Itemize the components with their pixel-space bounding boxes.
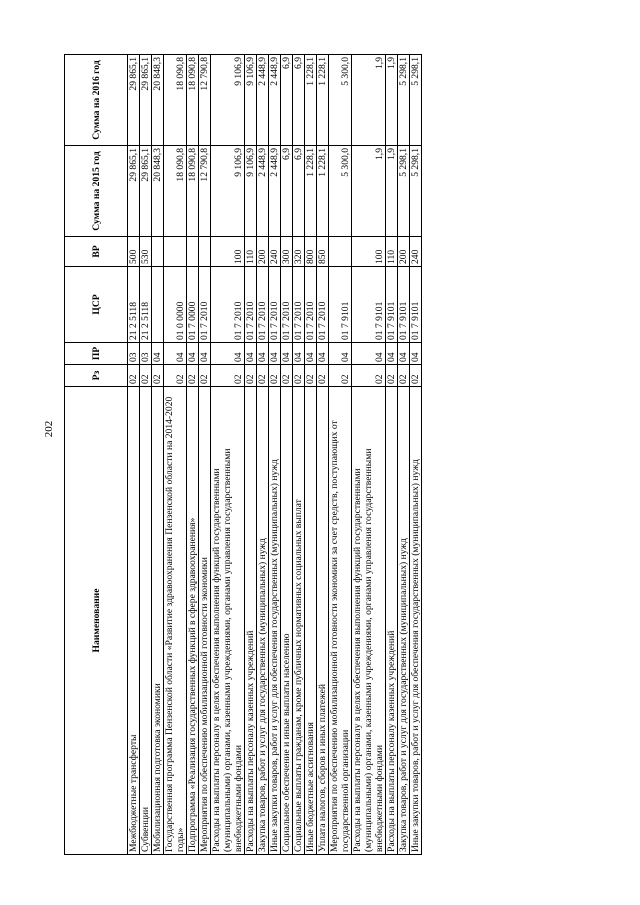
cell-rz: 02: [329, 365, 352, 387]
cell-rz: 02: [187, 365, 199, 387]
cell-vr: 500: [128, 237, 140, 267]
cell-pr: 04: [352, 343, 386, 365]
cell-vr: 200: [398, 237, 410, 267]
cell-vr: 240: [269, 237, 281, 267]
cell-pr: 04: [293, 343, 305, 365]
cell-rz: 02: [140, 365, 152, 387]
cell-vr: 110: [245, 237, 257, 267]
cell-csr: 01 7 2010: [245, 267, 257, 343]
cell-csr: 01 7 2010: [317, 267, 329, 343]
cell-sum-2016: 29 865,1: [140, 55, 152, 146]
cell-rz: 02: [293, 365, 305, 387]
header-sum-2016: Сумма на 2016 год: [65, 55, 128, 146]
cell-rz: 02: [305, 365, 317, 387]
header-name: Наименование: [65, 387, 128, 855]
cell-pr: 04: [245, 343, 257, 365]
cell-pr: 04: [187, 343, 199, 365]
cell-csr: [152, 267, 164, 343]
cell-sum-2016: 29 865,1: [128, 55, 140, 146]
cell-vr: 240: [410, 237, 422, 267]
cell-pr: 04: [152, 343, 164, 365]
cell-pr: 04: [305, 343, 317, 365]
cell-vr: 530: [140, 237, 152, 267]
table-row: [352, 55, 386, 855]
cell-pr: 04: [386, 343, 398, 365]
cell-sum-2016: 12 790,8: [199, 55, 211, 146]
cell-sum-2015: 6,9: [281, 146, 293, 237]
table-row: [281, 55, 293, 855]
header-vr: ВР: [65, 237, 128, 267]
cell-sum-2015: 9 106,9: [211, 146, 245, 237]
cell-vr: [152, 237, 164, 267]
cell-sum-2016: 20 848,3: [152, 55, 164, 146]
cell-sum-2015: 1 228,1: [317, 146, 329, 237]
cell-sum-2016: 9 106,9: [211, 55, 245, 146]
cell-pr: 03: [128, 343, 140, 365]
cell-name: Закупка товаров, работ и услуг для государственных (муниципальных) нужд: [398, 387, 410, 855]
cell-name: Межбюджетные трансферты: [128, 387, 140, 855]
cell-pr: 04: [398, 343, 410, 365]
cell-name: Мобилизационная подготовка экономики: [152, 387, 164, 855]
cell-sum-2015: 9 106,9: [245, 146, 257, 237]
cell-sum-2015: 18 090,8: [187, 146, 199, 237]
cell-name: Иные закупки товаров, работ и услуг для обеспечения государственных (муниципальных) нужд: [269, 387, 281, 855]
cell-rz: 02: [245, 365, 257, 387]
cell-name: Социальные выплаты гражданам, кроме публичных нормативных социальных выплат: [293, 387, 305, 855]
cell-rz: 02: [386, 365, 398, 387]
cell-rz: 02: [317, 365, 329, 387]
cell-csr: 01 0 0000: [164, 267, 187, 343]
cell-csr: 01 7 9101: [386, 267, 398, 343]
table-row: [386, 55, 398, 855]
cell-pr: 03: [140, 343, 152, 365]
cell-sum-2015: 29 865,1: [128, 146, 140, 237]
cell-sum-2016: 5 300,0: [329, 55, 352, 146]
cell-csr: 01 7 2010: [269, 267, 281, 343]
cell-sum-2016: 1,9: [352, 55, 386, 146]
cell-csr: 01 7 0000: [187, 267, 199, 343]
cell-sum-2015: 1,9: [386, 146, 398, 237]
header-pr: ПР: [65, 343, 128, 365]
cell-name: Иные бюджетные ассигнования: [305, 387, 317, 855]
table-row: [317, 55, 329, 855]
cell-rz: 02: [164, 365, 187, 387]
cell-vr: 300: [281, 237, 293, 267]
cell-sum-2016: 6,9: [281, 55, 293, 146]
cell-rz: 02: [398, 365, 410, 387]
cell-sum-2015: 12 790,8: [199, 146, 211, 237]
cell-vr: 100: [352, 237, 386, 267]
cell-pr: 04: [164, 343, 187, 365]
cell-rz: 02: [410, 365, 422, 387]
cell-csr: 01 7 9101: [398, 267, 410, 343]
cell-vr: [164, 237, 187, 267]
cell-sum-2016: 5 298,1: [410, 55, 422, 146]
cell-pr: 04: [317, 343, 329, 365]
cell-sum-2016: 6,9: [293, 55, 305, 146]
cell-name: Расходы на выплаты персоналу казенных учреждений: [386, 387, 398, 855]
cell-vr: 100: [211, 237, 245, 267]
cell-vr: [187, 237, 199, 267]
cell-rz: 02: [199, 365, 211, 387]
table-row: [410, 55, 422, 855]
cell-name: Уплата налогов, сборов и иных платежей: [317, 387, 329, 855]
cell-name: Социальное обеспечение и иные выплаты населению: [281, 387, 293, 855]
cell-pr: 04: [269, 343, 281, 365]
cell-pr: 04: [199, 343, 211, 365]
cell-sum-2016: 1 228,1: [305, 55, 317, 146]
cell-csr: 01 7 2010: [257, 267, 269, 343]
cell-csr: 21 2 5118: [140, 267, 152, 343]
cell-vr: 320: [293, 237, 305, 267]
cell-sum-2015: 1,9: [352, 146, 386, 237]
cell-rz: 02: [352, 365, 386, 387]
cell-sum-2016: 1 228,1: [317, 55, 329, 146]
cell-sum-2016: 5 298,1: [398, 55, 410, 146]
cell-csr: 21 2 5118: [128, 267, 140, 343]
cell-vr: 110: [386, 237, 398, 267]
cell-pr: 04: [257, 343, 269, 365]
cell-sum-2016: 18 090,8: [187, 55, 199, 146]
cell-name: Подпрограмма «Реализация государственных функций в сфере здравоохранения»: [187, 387, 199, 855]
cell-sum-2015: 2 448,9: [257, 146, 269, 237]
table-row: [398, 55, 410, 855]
table-header-row: [65, 55, 128, 855]
cell-sum-2016: 18 090,8: [164, 55, 187, 146]
budget-table: [64, 54, 422, 855]
table-row: [152, 55, 164, 855]
cell-rz: 02: [128, 365, 140, 387]
cell-csr: 01 7 2010: [281, 267, 293, 343]
cell-pr: 04: [329, 343, 352, 365]
cell-csr: 01 7 2010: [293, 267, 305, 343]
cell-csr: 01 7 2010: [211, 267, 245, 343]
cell-csr: 01 7 2010: [199, 267, 211, 343]
table-row: [245, 55, 257, 855]
cell-rz: 02: [152, 365, 164, 387]
cell-sum-2015: 6,9: [293, 146, 305, 237]
page-number: 202: [43, 420, 55, 438]
cell-vr: [329, 237, 352, 267]
cell-name: Иные закупки товаров, работ и услуг для обеспечения государственных (муниципальных) нужд: [410, 387, 422, 855]
cell-sum-2015: 5 298,1: [398, 146, 410, 237]
table-body: [128, 55, 422, 855]
cell-name: Расходы на выплаты персоналу казенных учреждений: [245, 387, 257, 855]
cell-rz: 02: [211, 365, 245, 387]
cell-csr: 01 7 9101: [352, 267, 386, 343]
table-row: [187, 55, 199, 855]
cell-sum-2015: 5 300,0: [329, 146, 352, 237]
cell-name: Субвенции: [140, 387, 152, 855]
cell-csr: 01 7 2010: [305, 267, 317, 343]
table-row: [211, 55, 245, 855]
cell-pr: 04: [211, 343, 245, 365]
table-row: [257, 55, 269, 855]
cell-sum-2015: 2 448,9: [269, 146, 281, 237]
cell-name: Государственная программа Пензенской области «Развитие здравоохранения Пензенской области на 2014-2020 годы»: [164, 387, 187, 855]
table-row: [329, 55, 352, 855]
cell-pr: 04: [410, 343, 422, 365]
cell-rz: 02: [269, 365, 281, 387]
table-row: [128, 55, 140, 855]
cell-pr: 04: [281, 343, 293, 365]
cell-name: Закупка товаров, работ и услуг для государственных (муниципальных) нужд: [257, 387, 269, 855]
cell-name: Расходы на выплаты персоналу в целях обеспечения выполнения функций государственными (муниципальными) органами, казенными учреждениями, органами управления государственными внебюджетными фондами: [352, 387, 386, 855]
header-rz: Рз: [65, 365, 128, 387]
cell-vr: 850: [317, 237, 329, 267]
cell-rz: 02: [257, 365, 269, 387]
cell-vr: 800: [305, 237, 317, 267]
cell-vr: 200: [257, 237, 269, 267]
table-row: [305, 55, 317, 855]
cell-rz: 02: [281, 365, 293, 387]
cell-csr: 01 7 9101: [329, 267, 352, 343]
cell-sum-2016: 9 106,9: [245, 55, 257, 146]
cell-sum-2015: 1 228,1: [305, 146, 317, 237]
cell-name: Мероприятия по обеспечению мобилизационной готовности экономики за счет средств, поступающих от государственной организации: [329, 387, 352, 855]
cell-sum-2015: 29 865,1: [140, 146, 152, 237]
table-row: [293, 55, 305, 855]
rotated-table-container: [64, 55, 589, 855]
cell-sum-2016: 1,9: [386, 55, 398, 146]
table-row: [269, 55, 281, 855]
cell-name: Расходы на выплаты персоналу в целях обеспечения выполнения функций государственными (муниципальными) органами, казенными учреждениями, органами управления государственными внебюджетными фондами: [211, 387, 245, 855]
table-row: [140, 55, 152, 855]
header-sum-2015: Сумма на 2015 год: [65, 146, 128, 237]
cell-sum-2015: 18 090,8: [164, 146, 187, 237]
cell-sum-2015: 5 298,1: [410, 146, 422, 237]
table-row: [164, 55, 187, 855]
header-csr: ЦСР: [65, 267, 128, 343]
cell-sum-2015: 20 848,3: [152, 146, 164, 237]
cell-sum-2016: 2 448,9: [257, 55, 269, 146]
table-row: [199, 55, 211, 855]
cell-name: Мероприятия по обеспечению мобилизационной готовности экономики: [199, 387, 211, 855]
cell-vr: [199, 237, 211, 267]
cell-sum-2016: 2 448,9: [269, 55, 281, 146]
cell-csr: 01 7 9101: [410, 267, 422, 343]
